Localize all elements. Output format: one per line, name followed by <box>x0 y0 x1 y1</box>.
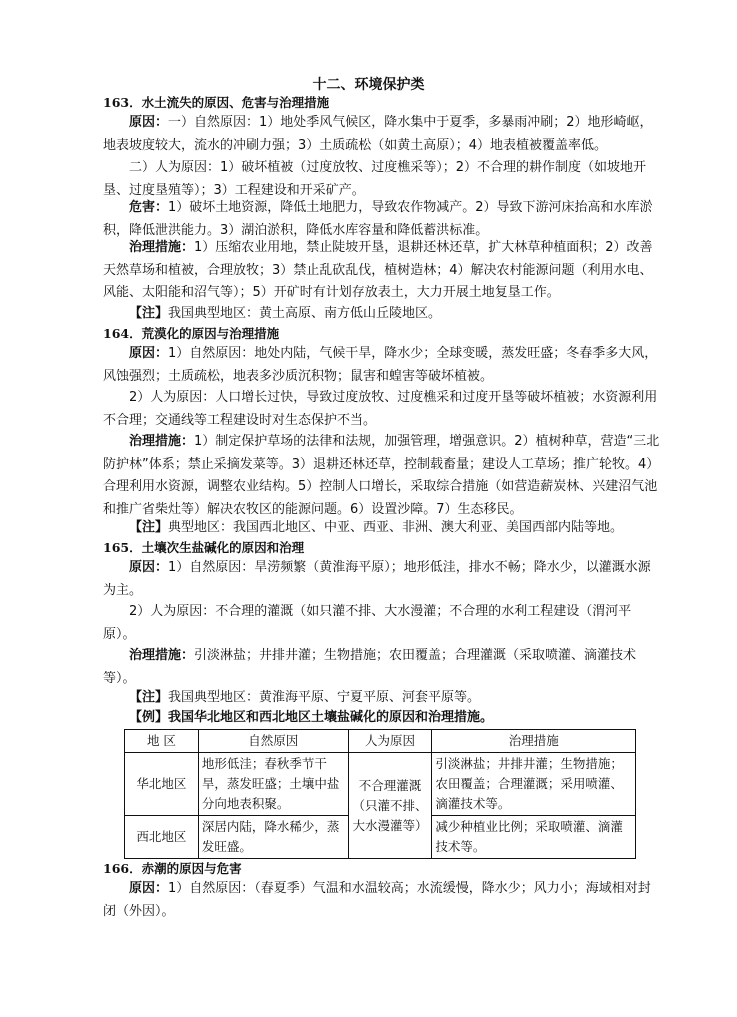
s165-measures <box>103 645 663 690</box>
note-label: 【注】 <box>129 690 169 705</box>
note-label: 【注】 <box>129 306 169 321</box>
s163-measure-text: 1）压缩农业用地，禁止陡坡开垦，退耕还林还草，扩大林草种植面积；2）改善天然草场和植被，合理放牧；3）禁止乱砍乱伐，植树造林；4）解决农村能源问题（利用水电、风能、太阳能和沼气等）；5）开矿时有计划存放表土，大力开展土地复垦工作。 <box>103 240 653 300</box>
table-cell-region: 西北地区 <box>125 816 199 859</box>
table-row <box>125 753 636 816</box>
s165-note-text: 我国典型地区：黄淮海平原、宁夏平原、河套平原等。 <box>168 690 481 705</box>
s164-measure-text: 1）制定保护草场的法律和法规，加强管理，增强意识。2）植树种草，营造“三北防护林”体系；禁止采摘发菜等。3）退耕还林还草，控制载畜量；建设人工草场；推广轮牧。4）合理利用水资源，调整农业结构。5）控制人口增长，采取综合措施（如营造薪炭林、兴建沼气池和推广省柴灶等）解决农牧区的能源问题。6）设置沙障。7）生态移民。 <box>103 434 660 517</box>
example-label: 【例】 <box>129 710 169 725</box>
s163-cause-natural <box>103 112 663 157</box>
s163-measures <box>103 237 663 305</box>
heading-165: 165．土壤次生盐碱化的原因和治理 <box>103 540 305 555</box>
section-title: 十二、环境保护类 <box>312 77 425 93</box>
cause-label: 原因： <box>129 560 169 575</box>
table-cell-region: 华北地区 <box>125 753 199 816</box>
table-cell-measure: 引淡淋盐；井排井灌；生物措施；农田覆盖；合理灌溉；采用喷灌、滴灌技术等。 <box>432 753 636 816</box>
salinization-comparison-table <box>124 729 636 859</box>
s165-cause-natural <box>103 557 663 602</box>
heading-166: 166．赤潮的原因与危害 <box>103 861 242 876</box>
s164-cause-natural <box>103 343 663 388</box>
s166-cause-1-text: 1）自然原因：（春夏季）气温和水温较高；水流缓慢，降水少；风力小；海域相对封闭（外因）。 <box>103 881 651 919</box>
s164-cause-1-text: 1）自然原因：地处内陆，气候干旱，降水少；全球变暖，蒸发旺盛；冬春季多大风，风蚀强烈；土质疏松，地表多沙质沉积物；鼠害和蝗害等破坏植被。 <box>103 346 658 384</box>
s165-example <box>103 707 663 730</box>
heading-164: 164．荒漠化的原因与治理措施 <box>103 326 280 341</box>
s163-harm <box>103 197 663 242</box>
table-cell-measure: 减少种植业比例；采取喷灌、滴灌技术等。 <box>432 816 636 859</box>
table-cell-natural: 地形低洼；春秋季节干旱，蒸发旺盛；土壤中盐分向地表积聚。 <box>198 753 348 816</box>
harm-label: 危害： <box>129 200 169 215</box>
cause-label: 原因： <box>129 881 169 896</box>
note-label: 【注】 <box>129 520 169 535</box>
s163-cause-1-text: 一）自然原因：1）地处季风气候区，降水集中于夏季，多暴雨冲刷；2）地形崎岖，地表坡度较大，流水的冲刷力强；3）土质疏松（如黄土高原）；4）地表植被覆盖率低。 <box>103 115 653 153</box>
s163-cause-human: 二）人为原因：1）破坏植被（过度放牧、过度樵采等）；2）不合理的耕作制度（如坡地开垦、过度垦殖等）；3）工程建设和开采矿产。 <box>103 160 647 198</box>
cause-label: 原因： <box>129 115 169 130</box>
measure-label: 治理措施： <box>129 648 195 663</box>
measure-label: 治理措施： <box>129 434 195 449</box>
table-header-cell: 自然原因 <box>198 730 348 753</box>
s164-cause-human: 2）人为原因：人口增长过快，导致过度放牧、过度樵采和过度开垦等破坏植被；水资源利用不合理；交通线等工程建设时对生态保护不当。 <box>103 390 658 428</box>
s163-note-text: 我国典型地区：黄土高原、南方低山丘陵地区。 <box>168 306 442 321</box>
s165-measure-text: 引淡淋盐；井排井灌；生物措施；农田覆盖；合理灌溉（采取喷灌、滴灌技术等）。 <box>103 648 637 686</box>
s165-example-text: 我国华北地区和西北地区土壤盐碱化的原因和治理措施。 <box>168 710 494 725</box>
table-cell-natural: 深居内陆，降水稀少，蒸发旺盛。 <box>198 816 348 859</box>
s163-harm-text: 1）破坏土地资源，降低土地肥力，导致农作物减产。2）导致下游河床抬高和水库淤积，降低泄洪能力。3）湖泊淤积，降低水库容量和降低蓄洪标准。 <box>103 200 653 238</box>
table-header-row <box>125 730 636 753</box>
table-header-cell: 地 区 <box>125 730 199 753</box>
s164-note-text: 典型地区：我国西北地区、中亚、西亚、非洲、澳大利亚、美国西部内陆等地。 <box>168 520 624 535</box>
s164-measures <box>103 431 663 521</box>
table-cell-human: 不合理灌溉（只灌不排、大水漫灌等） <box>348 753 432 859</box>
table-header-cell: 人为原因 <box>348 730 432 753</box>
table-header-cell: 治理措施 <box>432 730 636 753</box>
measure-label: 治理措施： <box>129 240 195 255</box>
s165-cause-human: 2）人为原因：不合理的灌溉（如只灌不排、大水漫灌；不合理的水利工程建设（渭河平原）。 <box>103 604 632 642</box>
s165-cause-1-text: 1）自然原因：旱涝频繁（黄淮海平原）；地形低洼，排水不畅；降水少，以灌溉水源为主。 <box>103 560 651 598</box>
heading-163: 163．水土流失的原因、危害与治理措施 <box>103 95 330 110</box>
cause-label: 原因： <box>129 346 169 361</box>
s166-cause-natural <box>103 878 663 923</box>
